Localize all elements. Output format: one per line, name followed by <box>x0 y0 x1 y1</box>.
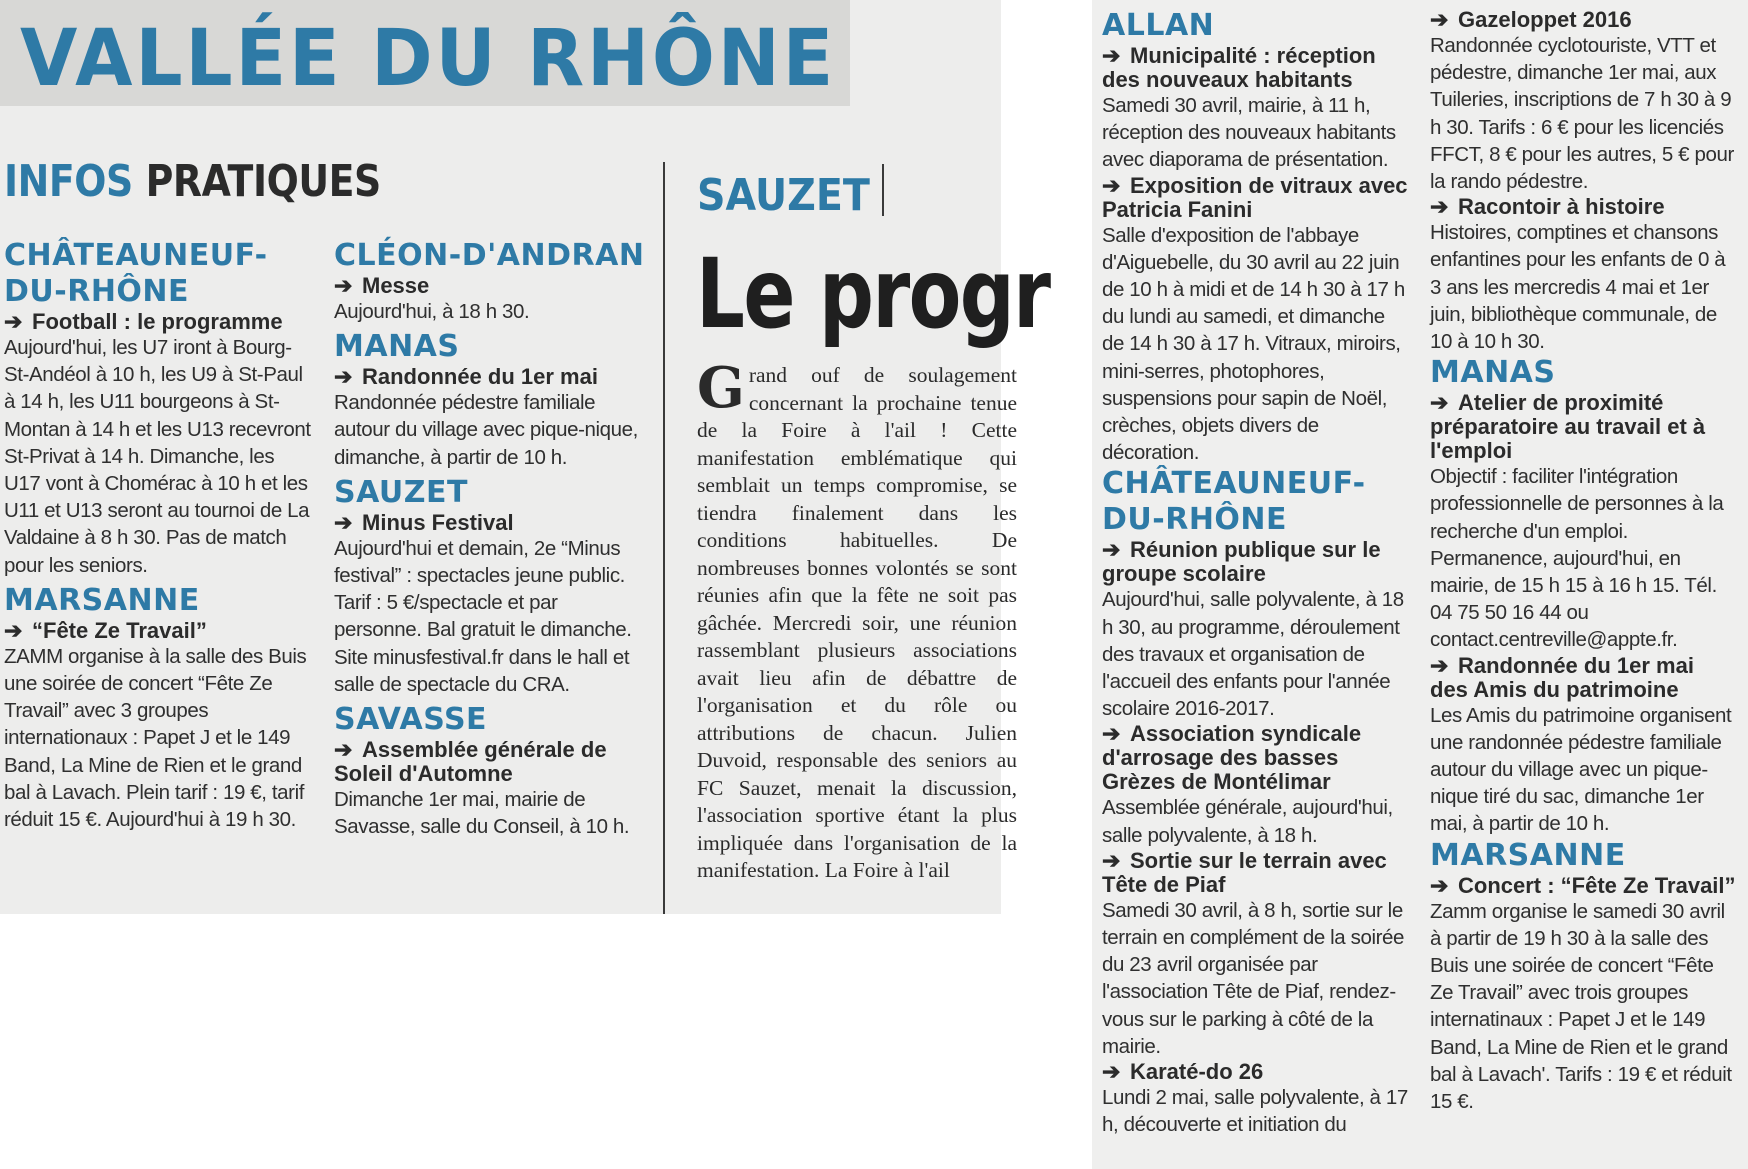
arrow-right-icon: ➔ <box>334 273 353 298</box>
town-name: CHÂTEAUNEUF- <box>1102 466 1366 502</box>
event-title <box>334 738 640 786</box>
arrow-right-icon: ➔ <box>334 737 353 763</box>
event-text: Aujourd'hui et demain, 2e “Minus festival” : spectacles jeune public. Tarif : 5 €/spectacle et par personne. Bal gratuit le dimanche. Site minusfestival.fr dans le hall et salle de spectacle du CRA. <box>334 536 632 696</box>
event-title-text: Municipalité : réception des nouveaux habitants <box>1102 43 1376 92</box>
town-name: CLÉON-D'ANDRAN <box>334 238 645 273</box>
banner-title: VALLÉE DU RHÔNE <box>20 14 837 104</box>
event-title <box>1102 849 1408 897</box>
arrow-right-icon: ➔ <box>1102 43 1121 68</box>
town-name: ALLAN <box>1102 8 1215 43</box>
article-headline: Le progr <box>696 238 1050 350</box>
town-name: DU-RHÔNE <box>1102 502 1288 538</box>
section-title-blue: INFOS <box>4 156 133 207</box>
town-name: MARSANNE <box>1430 837 1626 873</box>
arrow-right-icon: ➔ <box>1430 652 1449 678</box>
town-name: CHÂTEAUNEUF- <box>4 238 268 273</box>
event-title <box>334 511 640 535</box>
event-title <box>1430 391 1736 463</box>
arrow-right-icon: ➔ <box>4 617 23 643</box>
event-text: Lundi 2 mai, salle polyvalente, à 17 h, découverte et initiation du <box>1102 1086 1408 1137</box>
column-divider <box>663 162 665 914</box>
town-name: DU-RHÔNE <box>4 274 190 309</box>
event-text: Samedi 30 avril, mairie, à 11 h, réception des nouveaux habitants avec diaporama de présentation. <box>1102 94 1396 172</box>
event-text: Zamm organise le samedi 30 avril à partir de 19 h 30 à la salle des Buis une soirée de concert “Fête Ze Travail” avec trois groupes internatinaux : Papet J et le 149 Band, La Mine de Rien et le grand bal à Lavach'. Tarifs : 19 € et réduit 15 €. <box>1430 899 1732 1114</box>
event-title-text: Exposition de vitraux avec Patricia Fanini <box>1102 172 1408 222</box>
event-title-text: Football : le programme <box>32 309 283 334</box>
event-title <box>334 365 640 389</box>
arrow-right-icon: ➔ <box>1102 721 1121 747</box>
event-title <box>1430 8 1736 32</box>
event-title-text: Messe <box>362 273 430 298</box>
event-text: Dimanche 1er mai, mairie de Savasse, salle du Conseil, à 10 h. <box>334 788 630 839</box>
arrow-right-icon: ➔ <box>1102 172 1121 198</box>
event-title-text: Karaté-do 26 <box>1130 1059 1264 1085</box>
drop-cap: G <box>697 355 745 421</box>
section-title-dark: PRATIQUES <box>145 156 381 207</box>
event-title <box>4 619 312 643</box>
event-title-text: “Fête Ze Travail” <box>32 617 207 643</box>
article-body <box>697 355 1017 885</box>
event-title-text: Gazeloppet 2016 <box>1458 7 1632 32</box>
event-title-text: Réunion publique sur le groupe scolaire <box>1102 537 1381 587</box>
event-title-text: Randonnée du 1er mai des Amis du patrimoine <box>1430 652 1694 702</box>
event-text: Les Amis du patrimoine organisent une randonnée pédestre familiale autour du village avec un pique-nique tiré du sac, dimanche 1er mai, à partir de 10 h. <box>1430 703 1732 836</box>
event-title <box>1102 1060 1408 1084</box>
event-title <box>1430 654 1736 702</box>
arrow-right-icon: ➔ <box>1430 390 1449 416</box>
event-text: Assemblée générale, aujourd'hui, salle polyvalente, à 18 h. <box>1102 796 1393 847</box>
event-title <box>1430 874 1736 898</box>
event-title <box>1102 174 1408 222</box>
head-divider <box>882 164 884 216</box>
arrow-right-icon: ➔ <box>1102 537 1121 563</box>
event-title-text: Assemblée générale de Soleil d'Automne <box>334 737 607 787</box>
event-title <box>1102 538 1408 586</box>
article-section-head: SAUZET <box>697 170 870 221</box>
event-title <box>4 310 312 334</box>
event-title-text: Concert : “Fête Ze Travail” <box>1458 872 1736 898</box>
event-text: Randonnée pédestre familiale autour du village avec pique-nique, dimanche, à partir de 10 h. <box>334 391 638 469</box>
banner <box>0 0 850 106</box>
event-title-text: Association syndicale d'arrosage des basses Grèzes de Montélimar <box>1102 721 1362 795</box>
arrow-right-icon: ➔ <box>1102 1059 1121 1085</box>
article-text: rand ouf de soulagement concernant la prochaine tenue de la Foire à l'ail ! Cette manifestation emblématique qui semblait un temps compromise, se tiendra finalement dans les conditions habituelles. De nombreuses bonnes volontés se sont réunies afin que la fête ne soit pas gâchée. Mercredi soir, une réunion rassemblant plusieurs associations avait lieu afin de débattre de l'organisation et du rôle ou attributions de chacun. Julien Duvoid, responsable des seniors au FC Sauzet, menait la discussion, l'association sportive étant la plus impliquée dans l'organisation de la manifestation. La Foire à l'ail <box>697 363 1017 882</box>
town-name: SAUZET <box>334 474 468 510</box>
event-title-text: Minus Festival <box>362 509 514 535</box>
event-text: Aujourd'hui, salle polyvalente, à 18 h 30, au programme, déroulement des travaux et organisation de l'accueil des enfants pour l'année scolaire 2016-2017. <box>1102 588 1404 721</box>
arrow-right-icon: ➔ <box>334 364 353 390</box>
event-title <box>334 274 640 298</box>
right-newspaper-clipping <box>1092 0 1748 1169</box>
event-text: Histoires, comptines et chansons enfantines pour les enfants de 0 à 3 ans les mercredis 4 mai et 1er juin, bibliothèque communale, de 10 à 10 h 30. <box>1430 221 1726 354</box>
event-text: Aujourd'hui, à 18 h 30. <box>334 300 530 323</box>
arrow-right-icon: ➔ <box>1102 847 1121 873</box>
event-text: Samedi 30 avril, à 8 h, sortie sur le terrain en complément de la soirée du 23 avril organisée par l'association Tête de Piaf, rendez-vous sur le parking à côté de la mairie. <box>1102 898 1405 1058</box>
town-name: MANAS <box>1430 355 1556 391</box>
arrow-right-icon: ➔ <box>1430 7 1449 32</box>
infos-column-2 <box>334 238 645 840</box>
event-text: Aujourd'hui, les U7 iront à Bourg-St-Andéol à 10 h, les U9 à St-Paul à 14 h, les U11 bourgeons à St-Montan à 14 h et les U13 recevront St-Privat à 14 h. Dimanche, les U17 vont à Chomérac à 10 h et les U11 et U13 seront au tournoi de La Valdaine à 8 h 30. Pas de match pour les seniors. <box>4 336 311 577</box>
event-title-text: Atelier de proximité préparatoire au travail et à l'emploi <box>1430 390 1706 464</box>
infos-column-1 <box>4 238 312 833</box>
event-text: Objectif : faciliter l'intégration professionnelle de personnes à la recherche d'un emploi. Permanence, aujourd'hui, en mairie, de 15 h 15 à 16 h 15. Tél. 04 75 50 16 44 ou contact.centreville@appte.fr. <box>1430 465 1724 652</box>
section-title <box>4 156 381 207</box>
event-text: Randonnée cyclotouriste, VTT et pédestre, dimanche 1er mai, aux Tuileries, inscriptions de 7 h 30 à 9 h 30. Tarifs : 6 € pour les licenciés FFCT, 8 € pour les autres, 5 € pour la rando pédestre. <box>1430 34 1734 194</box>
event-title-text: Racontoir à histoire <box>1458 194 1665 220</box>
event-title-text: Sortie sur le terrain avec Tête de Piaf <box>1102 847 1387 897</box>
right-column-2 <box>1430 8 1736 1115</box>
event-title <box>1102 44 1408 92</box>
town-name: MANAS <box>334 329 460 365</box>
arrow-right-icon: ➔ <box>334 509 353 535</box>
right-column-1 <box>1102 8 1408 1138</box>
event-title <box>1102 722 1408 794</box>
town-name: SAVASSE <box>334 702 488 738</box>
town-name: MARSANNE <box>4 582 200 618</box>
event-title <box>1430 195 1736 219</box>
event-text: ZAMM organise à la salle des Buis une soirée de concert “Fête Ze Travail” avec 3 groupes internationaux : Papet J et le 149 Band, La Mine de Rien et le grand bal à Lavach. Plein tarif : 19 €, tarif réduit 15 €. Aujourd'hui à 19 h 30. <box>4 644 307 832</box>
arrow-right-icon: ➔ <box>1430 872 1449 898</box>
arrow-right-icon: ➔ <box>1430 194 1449 220</box>
left-newspaper-clipping <box>0 0 1050 914</box>
event-text: Salle d'exposition de l'abbaye d'Aiguebelle, du 30 avril au 22 juin de 10 h à midi et de 14 h 30 à 17 h du lundi au samedi, et dimanche de 14 h 30 à 17 h. Vitraux, miroirs, mini-serres, photophores, suspensions pour sapin de Noël, crèches, objets divers de décoration. <box>1102 223 1405 465</box>
arrow-right-icon: ➔ <box>4 309 23 334</box>
event-title-text: Randonnée du 1er mai <box>362 364 598 390</box>
